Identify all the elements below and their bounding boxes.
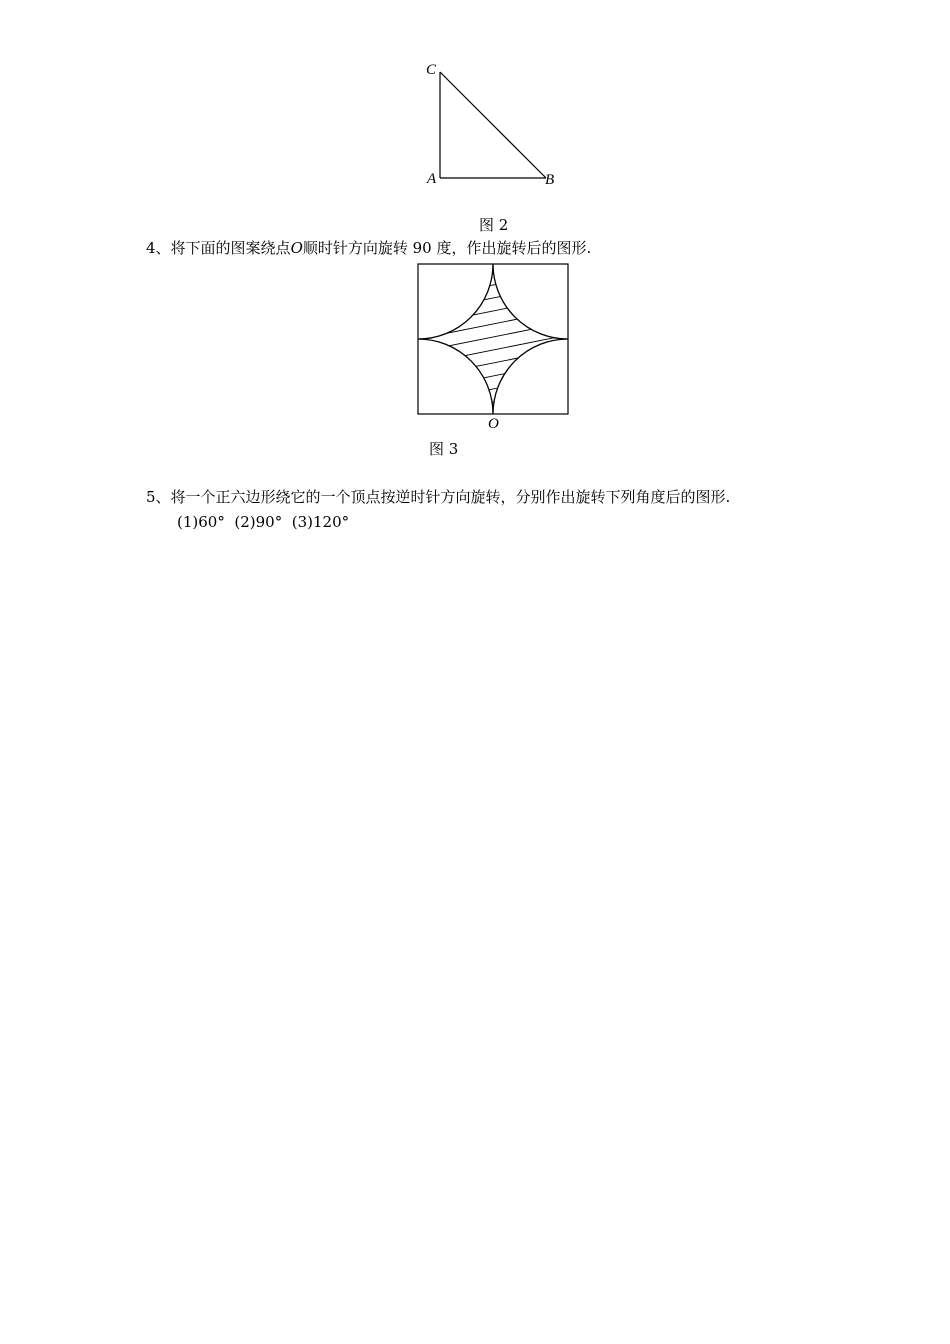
- figure-3-pattern: [418, 264, 570, 416]
- side-cb: [440, 72, 546, 178]
- curved-star-outline: [418, 264, 568, 414]
- vertex-label-a: A: [427, 171, 437, 187]
- question-4-text-post: 顺时针方向旋转 90 度，作出旋转后的图形.: [302, 239, 592, 257]
- question-5: [146, 488, 730, 506]
- vertex-label-c: C: [426, 62, 437, 78]
- outer-square: [418, 264, 568, 414]
- figure-2-caption: 图 2: [479, 216, 509, 234]
- question-4-point: O: [290, 239, 303, 257]
- question-5-options: (1)60° (2)90° (3)120°: [177, 513, 350, 531]
- question-4: [146, 239, 591, 257]
- question-5-number: 5、: [146, 488, 171, 506]
- vertex-label-b: B: [545, 172, 555, 188]
- figure-3-caption: 图 3: [429, 440, 459, 458]
- question-5-text: 将一个正六边形绕它的一个顶点按逆时针方向旋转，分别作出旋转下列角度后的图形.: [170, 488, 731, 506]
- point-label-o: O: [488, 416, 499, 432]
- question-4-text-pre: 将下面的图案绕点: [170, 239, 291, 257]
- question-4-number: 4、: [146, 239, 171, 257]
